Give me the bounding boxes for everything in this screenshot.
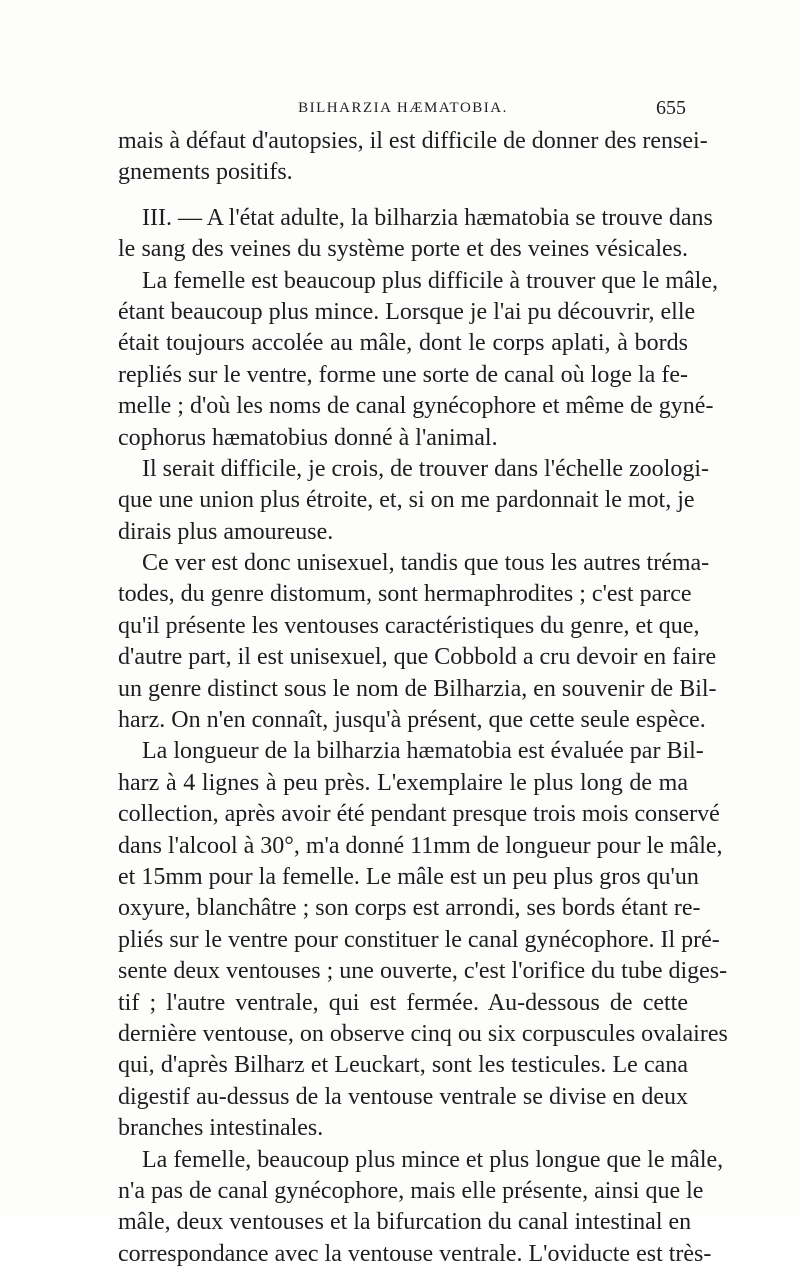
text-line: oxyure, blanchâtre ; son corps est arrondi, ses bords étant re- <box>118 895 701 922</box>
text-line: branches intestinales. <box>118 1115 324 1142</box>
text-line: un genre distinct sous le nom de Bilharzia, en souvenir de Bil- <box>118 675 717 702</box>
page-number: 655 <box>656 97 686 119</box>
text-line: todes, du genre distomum, sont hermaphrodites ; c'est parce <box>118 581 692 608</box>
text-line: qui, d'après Bilharz et Leuckart, sont les testicules. Le cana <box>118 1052 688 1079</box>
text-line: étant beaucoup plus mince. Lorsque je l'ai pu découvrir, elle <box>118 298 696 325</box>
text-line: sente deux ventouses ; une ouverte, c'est l'orifice du tube diges- <box>118 958 728 985</box>
text-line: Ce ver est donc unisexuel, tandis que tous les autres tréma- <box>142 550 710 577</box>
text-line: collection, après avoir été pendant presque trois mois conservé <box>118 801 720 828</box>
text-line: mâle, deux ventouses et la bifurcation du canal intestinal en <box>118 1209 692 1236</box>
text-line: dans l'alcool à 30°, m'a donné 11mm de longueur pour le mâle, <box>118 832 723 859</box>
text-line: gnements positifs. <box>118 159 293 186</box>
running-head <box>118 97 688 124</box>
text-line: était toujours accolée au mâle, dont le corps aplati, à bords <box>118 330 688 357</box>
text-line: harz. On n'en connaît, jusqu'à présent, que cette seule espèce. <box>118 707 706 734</box>
text-line: digestif au-dessus de la ventouse ventrale se divise en deux <box>118 1083 688 1110</box>
text-line: melle ; d'où les noms de canal gynécophore et même de gyné- <box>118 393 714 420</box>
text-line: n'a pas de canal gynécophore, mais elle présente, ainsi que le <box>118 1177 704 1204</box>
text-line: dernière ventouse, on observe cinq ou six corpuscules ovalaires <box>118 1020 728 1047</box>
text-line: cophorus hæmatobius donné à l'animal. <box>118 424 498 451</box>
text-line: La femelle, beaucoup plus mince et plus longue que le mâle, <box>142 1146 724 1173</box>
running-title: BILHARZIA HÆMATOBIA. <box>298 100 508 116</box>
text-line: le sang des veines du système porte et des veines vésicales. <box>118 236 688 263</box>
text-line: tif ; l'autre ventrale, qui est fermée. Au-dessous de cette <box>118 989 688 1016</box>
text-line: La femelle est beaucoup plus difficile à trouver que le mâle, <box>142 267 718 294</box>
text-line: La longueur de la bilharzia hæmatobia est évaluée par Bil- <box>142 738 704 765</box>
text-line: que une union plus étroite, et, si on me pardonnait le mot, je <box>118 487 695 514</box>
text-line: Il serait difficile, je crois, de trouver dans l'échelle zoologi- <box>142 455 709 482</box>
text-line: et 15mm pour la femelle. Le mâle est un peu plus gros qu'un <box>118 863 699 890</box>
text-line: dirais plus amoureuse. <box>118 518 334 545</box>
text-line: repliés sur le ventre, forme une sorte de canal où loge la fe- <box>118 361 688 388</box>
text-line: pliés sur le ventre pour constituer le canal gynécophore. Il pré- <box>118 926 720 953</box>
text-line: qu'il présente les ventouses caractéristiques du genre, et que, <box>118 612 700 639</box>
text-line: harz à 4 lignes à peu près. L'exemplaire le plus long de ma <box>118 769 688 796</box>
text-line: III. — A l'état adulte, la bilharzia hæmatobia se trouve dans <box>142 204 713 231</box>
text-line: mais à défaut d'autopsies, il est difficile de donner des rensei- <box>118 128 708 154</box>
text-line: correspondance avec la ventouse ventrale. L'oviducte est très- <box>118 1240 712 1267</box>
body-text <box>118 126 728 1270</box>
text-line: d'autre part, il est unisexuel, que Cobbold a cru devoir en faire <box>118 644 717 671</box>
